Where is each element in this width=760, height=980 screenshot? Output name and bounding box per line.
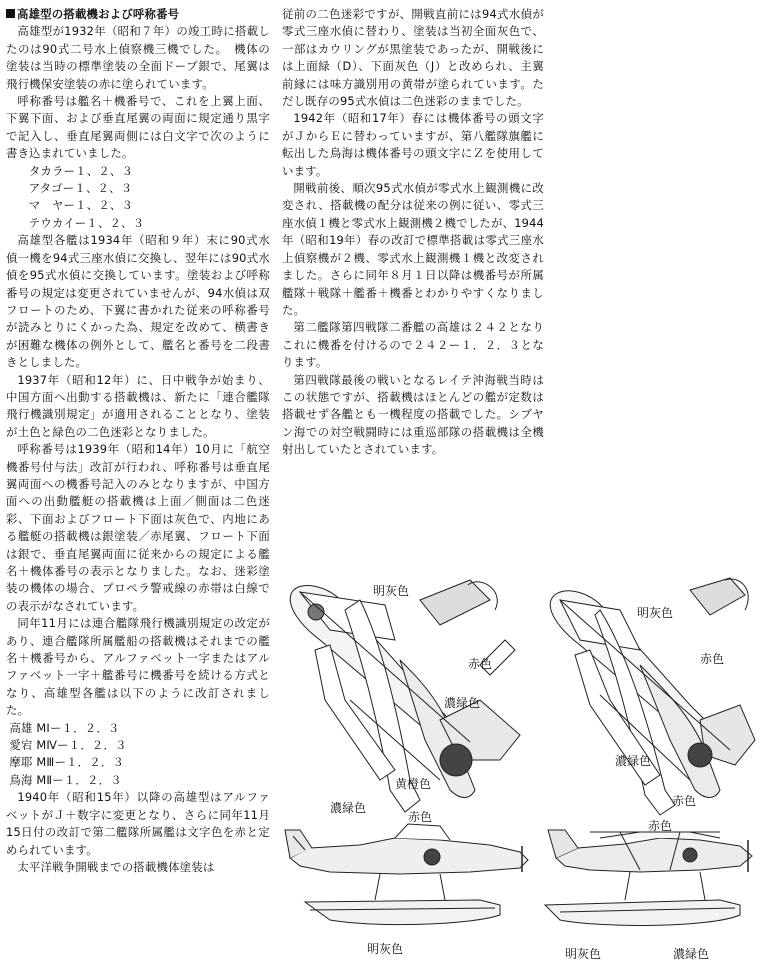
- paragraph: 開戦前後、順次95式水偵が零式水上観測機に改変され、搭載機の配分は従来の例に従い、零式三座水偵１機と零式水上観測機２機でしたが、1944年（昭和19年）春の改訂で標準搭載は零式三座水上偵察機が２機、零式水上観測機１機と改変されました。さらに同年８月１日以降は機番号が所属艦隊＋戦隊＋艦番＋機番とわかりやすくなりました。: [282, 181, 544, 317]
- paragraph: 第四戦隊最後の戦いとなるレイテ沖海戦当時はこの状態ですが、搭載機はほとんどの艦が定数は搭載せず各艦とも一機程度の搭載でした。シブヤン海での対空戦闘時には重巡部隊の搭載機は全機射出していたとされています。: [282, 372, 544, 457]
- paragraph: 呼称番号は1939年（昭和14年）10月に「航空機番号付与法」改訂が行われ、呼称番号は垂直尾翼両面への機番号記入のみとなりますが、中国方面への出動艦艇の搭載機は上面／側面は二色迷彩、下面およびフロート下面は灰色で、内地にある艦艇の搭載機は銀塗装／赤尾翼、フロート下面は銀で、垂直尾翼両面に従来からの規定による艦名＋機体番号の表示となりました。なお、迷彩塗装の機体の場合、プロペラ警戒線の赤帯は白線での表示がなされています。: [6, 442, 270, 613]
- list-item: マ ヤー１、２、３: [28, 198, 134, 213]
- paragraph: 高雄型各艦は1934年（昭和９年）末に90式水偵一機を94式三座水偵に交換し、翌年には90式水偵を95式水偵に交換しています。塗装および呼称番号の規定は変更されていませんが、94水偵は双フロートのため、下翼に書かれた従来の呼称番号が読みとりにくかった為、規定を改めて、横書きが困難な機体の例外として、艦名と番号を二段書きとしました。: [6, 233, 270, 370]
- paragraph: 高雄型が1932年（昭和７年）の竣工時に搭載したのは90式二号水上偵察機三機でした。 機体の塗装は当時の標準塗装の全面ドープ銀で、尾翼は飛行機保安塗装の赤に塗られています。: [6, 24, 270, 91]
- label-dark-green-b: 濃緑色: [615, 754, 652, 768]
- label-light-gray-d: 明灰色: [565, 947, 602, 961]
- label-red-d: 赤色: [648, 819, 673, 833]
- paragraph: 太平洋戦争開戦までの搭載機体塗装は: [17, 859, 215, 874]
- label-light-gray-b: 明灰色: [637, 606, 674, 620]
- section-heading: 高雄型の搭載機および呼称番号: [6, 6, 270, 23]
- label-light-gray-a: 明灰色: [373, 584, 410, 598]
- label-light-gray-c: 明灰色: [367, 942, 404, 956]
- list-item: アタゴー１、２、３: [28, 181, 133, 196]
- list-item: 摩耶 MⅢー１．２．３: [9, 755, 125, 770]
- paragraph: 1942年（昭和17年）春には機体番号の頭文字がＪからＥに替わっていますが、第八艦隊旗艦に転出した鳥海は機体番号の頭文字にＺを使用しています。: [282, 111, 544, 178]
- list-item: 愛宕 MⅣー１．２．３: [9, 738, 127, 753]
- label-dark-green-c: 濃緑色: [330, 801, 367, 815]
- label-red-b: 赤色: [700, 652, 725, 666]
- label-red-b2: 赤色: [672, 794, 697, 808]
- paragraph: 呼称番号は艦名＋機番号で、これを上翼上面、下翼下面、および垂直尾翼の両面に規定通り黒字で記入し、垂直尾翼両側には白文字で次のように書き込まれていました。: [6, 94, 270, 161]
- paragraph: 1940年（昭和15年）以降の高雄型はアルファベットがＪ＋数字に変更となり、さらに同年11月15日付の改訂で第二艦隊所属艦は文字色を赤と定められています。: [6, 790, 270, 857]
- label-red-c: 赤色: [408, 810, 433, 824]
- label-yellow-orange-a: 黄橙色: [395, 777, 432, 791]
- label-dark-green-d: 濃緑色: [673, 947, 710, 961]
- label-dark-green-a: 濃緑色: [444, 696, 481, 710]
- list-item: 高雄 MⅠー１．２．３: [9, 720, 120, 735]
- paragraph: 第二艦隊第四戦隊二番艦の高雄は２４２となりこれに機番を付けるので２４２ー１．２．３となります。: [282, 320, 544, 370]
- paragraph: 同年11月には連合艦隊飛行機識別規定の改定があり、連合艦隊所属艦船の搭載機はそれまでの艦名＋機番号から、アルファベット一字またはアルファベット一字＋艦番号に機番号を続ける方式となり、高雄型各艦は以下のように改訂されました。: [6, 616, 270, 718]
- paragraph: 1937年（昭和12年）に、日中戦争が始まり、中国方面へ出動する搭載機は、新たに「連合艦隊飛行機識別規定」が適用されることとなり、塗装が土色と緑色の二色迷彩となりました。: [6, 372, 270, 439]
- list-item: テウカイー１、２、３: [28, 215, 145, 230]
- list-item: タカラー１、２、３: [28, 163, 134, 178]
- label-red-a: 赤色: [468, 657, 493, 671]
- list-item: 鳥海 MⅡー１．２．３: [9, 772, 122, 787]
- paragraph: 従前の二色迷彩ですが、開戦直前には94式水偵が零式三座水偵に替わり、塗装は当初全面灰色で、一部はカウリングが黒塗装であったが、開戦後には上面緑（D）、下面灰色（J）と改められ、主翼前縁には味方識別用の黄帯が塗られています。ただし既存の95式水偵は二色迷彩のままでした。: [282, 7, 544, 109]
